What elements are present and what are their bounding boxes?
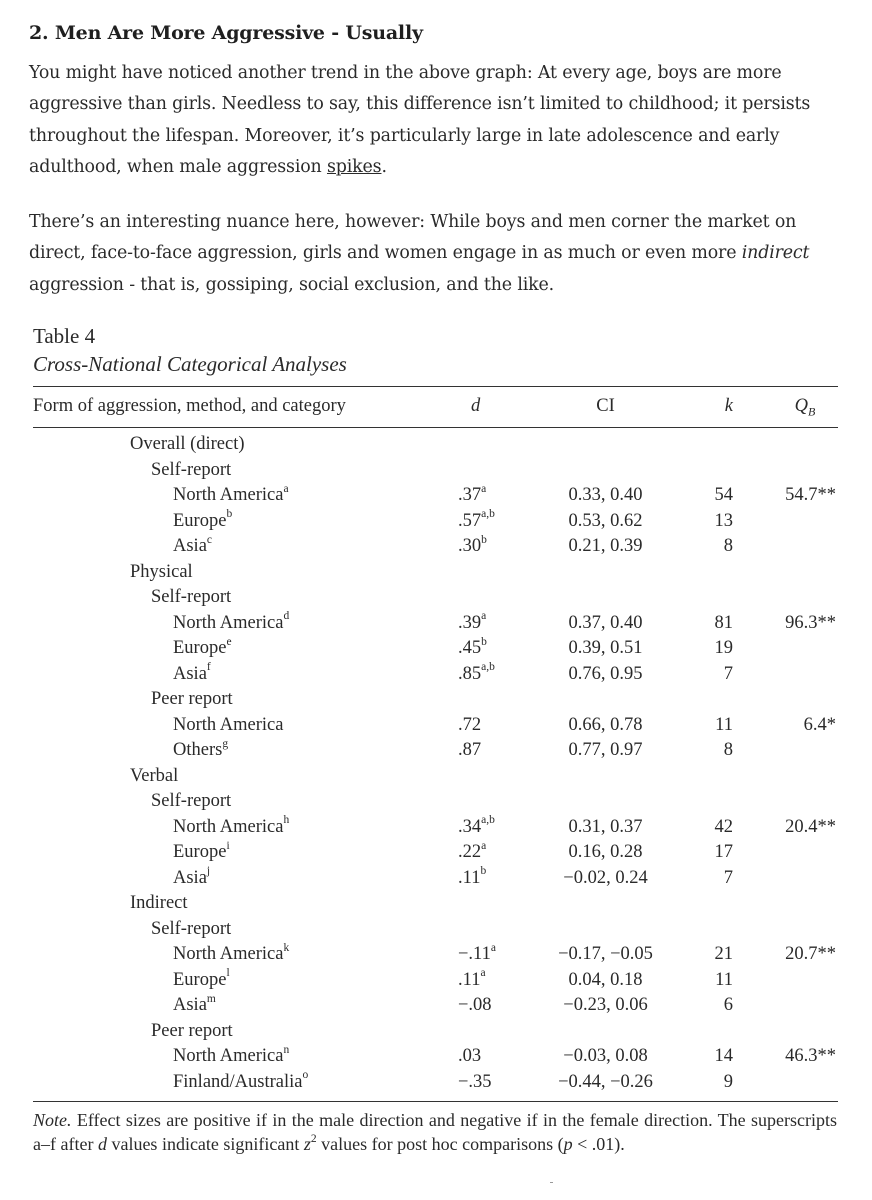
section-heading: 2. Men Are More Aggressive - Usually <box>29 22 423 44</box>
row-category-sup: a <box>283 482 289 495</box>
row-d-value: .30 <box>458 536 482 556</box>
header-k <box>703 396 733 417</box>
row-qb: 20.7** <box>785 944 836 964</box>
table-row <box>33 560 838 586</box>
table-row <box>33 636 838 662</box>
row-category <box>151 585 231 611</box>
row-category-label: Asia <box>173 867 207 888</box>
row-k: 42 <box>714 816 733 837</box>
row-d <box>458 815 495 841</box>
row-d-value: .37 <box>458 485 482 505</box>
article <box>29 16 849 301</box>
table-row <box>33 840 838 866</box>
row-d-value: .85 <box>458 663 482 684</box>
row-k: 13 <box>714 510 733 531</box>
row-d <box>458 534 487 560</box>
table-header <box>33 387 838 427</box>
row-d-value: .72 <box>458 714 482 735</box>
row-category <box>173 611 289 637</box>
row-d-sup: b <box>481 635 487 648</box>
row-category <box>130 560 193 586</box>
row-d-sup: a,b <box>481 814 495 827</box>
row-ci: −0.44, −0.26 <box>558 1071 653 1092</box>
row-ci: 0.37, 0.40 <box>568 612 643 633</box>
table-row <box>33 483 838 509</box>
table-bottom-rule <box>33 1101 838 1102</box>
table-row <box>33 891 838 917</box>
table-row <box>33 789 838 815</box>
row-k: 8 <box>723 740 733 760</box>
row-category-sup: m <box>206 992 216 1005</box>
row-category-label: North America <box>173 816 284 837</box>
row-category <box>151 789 231 815</box>
row-ci: 0.04, 0.18 <box>568 969 643 990</box>
paragraph-1-end: . <box>381 156 387 177</box>
row-category <box>173 636 232 662</box>
row-category <box>173 509 232 535</box>
table-number: Table 4 <box>33 324 96 348</box>
row-category <box>151 917 231 943</box>
paragraph-1-text: You might have noticed another trend in the above graph: At every age, boys are more aggressive than girls. Needless to say, this difference isn’t limited to childhood; it persists throughout the lifespan. Moreover, it’s particularly large in late adolescence and early adulthood, when male aggression <box>29 63 811 177</box>
table-row <box>33 738 838 764</box>
row-d-sup: a <box>481 839 487 852</box>
row-category-sup: c <box>206 533 213 546</box>
paragraph-2-end: aggression - that is, gossiping, social exclusion, and the like. <box>29 274 555 295</box>
header-qb-label: Q <box>794 396 809 416</box>
row-category-label: Others <box>173 740 223 760</box>
row-category-sup: j <box>206 865 211 878</box>
row-category-label: Physical <box>130 561 193 582</box>
row-category <box>173 713 283 739</box>
row-category <box>173 815 289 841</box>
row-ci: 0.77, 0.97 <box>568 740 643 760</box>
table-row <box>33 815 838 841</box>
row-category-label: Indirect <box>130 893 188 913</box>
row-d-sup: a <box>481 482 487 495</box>
row-d <box>458 840 486 866</box>
row-ci: 0.31, 0.37 <box>568 816 643 837</box>
header-k-label: k <box>724 396 733 416</box>
row-category <box>130 432 245 458</box>
row-d <box>458 483 486 509</box>
row-category <box>151 458 231 484</box>
header-ci: CI <box>596 396 615 416</box>
row-k: 21 <box>714 944 733 964</box>
row-d-sup: a <box>481 610 487 623</box>
row-category-label: Asia <box>173 663 207 684</box>
note-text-3: values for post hoc comparisons ( <box>316 1134 564 1154</box>
row-d-value: .22 <box>458 842 482 862</box>
table-note <box>33 1108 837 1156</box>
paragraph-2 <box>29 207 849 301</box>
table-row <box>33 764 838 790</box>
row-d-value: .11 <box>458 867 481 888</box>
table-row <box>33 917 838 943</box>
row-category <box>173 993 216 1019</box>
table-body <box>33 428 838 1095</box>
paragraph-1 <box>29 58 849 183</box>
row-category <box>173 942 289 968</box>
row-category-label: North America <box>173 944 284 964</box>
row-ci: 0.53, 0.62 <box>568 510 643 531</box>
row-ci: −0.03, 0.08 <box>563 1046 648 1066</box>
header-qb <box>785 396 825 420</box>
row-d-sup: a <box>480 967 486 980</box>
row-ci: −0.17, −0.05 <box>558 944 653 964</box>
row-category-label: Peer report <box>151 689 233 709</box>
row-qb: 96.3** <box>785 612 836 633</box>
row-category-label: Self-report <box>151 587 232 607</box>
note-text-2: values indicate significant <box>106 1134 304 1154</box>
header-d: d <box>471 396 481 416</box>
row-k: 19 <box>714 638 733 658</box>
table-row <box>33 866 838 892</box>
row-category-label: Europe <box>173 969 227 990</box>
table-row <box>33 687 838 713</box>
row-category-label: Europe <box>173 510 227 531</box>
row-category <box>173 662 211 688</box>
row-category-sup: h <box>283 814 290 827</box>
table-figure <box>33 322 838 1156</box>
table-row <box>33 611 838 637</box>
row-category <box>151 687 233 713</box>
row-category <box>173 840 230 866</box>
row-category <box>173 1044 289 1070</box>
row-ci: 0.76, 0.95 <box>568 663 643 684</box>
table-row <box>33 662 838 688</box>
row-category-label: Self-report <box>151 918 232 939</box>
stray-mark <box>550 1182 553 1183</box>
table-row <box>33 432 838 458</box>
row-qb: 6.4* <box>803 714 836 735</box>
row-category-sup: i <box>226 839 230 852</box>
row-d-sup: a,b <box>481 508 495 521</box>
note-d: d <box>97 1134 107 1154</box>
row-d <box>458 509 495 535</box>
row-ci: 0.39, 0.51 <box>568 638 643 658</box>
row-qb: 20.4** <box>785 816 836 837</box>
row-qb: 54.7** <box>785 485 836 505</box>
row-category-label: Europe <box>173 638 227 658</box>
row-category-label: Asia <box>173 995 207 1015</box>
note-text-1: Effect sizes are positive if in the male direction and negative if in the female direction. The superscripts a–f after <box>33 1110 837 1154</box>
row-k: 11 <box>715 714 733 735</box>
table-row <box>33 713 838 739</box>
table-row <box>33 1070 838 1096</box>
row-d <box>458 662 495 688</box>
row-category-label: Self-report <box>151 791 232 811</box>
row-category-sup: o <box>302 1069 309 1082</box>
table-row <box>33 585 838 611</box>
row-d-sup: b <box>480 865 487 878</box>
row-category-sup: l <box>226 967 230 980</box>
row-d-value: .87 <box>458 740 482 760</box>
row-category-label: Europe <box>173 842 227 862</box>
table-row <box>33 509 838 535</box>
paragraph-2-text: There’s an interesting nuance here, however: While boys and men corner the market on direct, face-to-face aggression, girls and women engage in as much or even more <box>29 212 797 264</box>
row-d <box>458 993 492 1019</box>
row-category-sup: e <box>226 635 232 648</box>
spikes-link[interactable]: spikes <box>326 156 382 177</box>
row-d-value: .45 <box>458 638 482 658</box>
row-category <box>151 1019 233 1045</box>
row-d-sup: b <box>481 533 487 546</box>
row-d-value: .11 <box>458 969 481 990</box>
row-d <box>458 738 481 764</box>
row-d-value: .57 <box>458 510 482 531</box>
row-qb: 46.3** <box>785 1046 836 1066</box>
row-d <box>458 866 486 892</box>
table-row <box>33 942 838 968</box>
row-d <box>458 713 481 739</box>
row-category-label: North America <box>173 485 284 505</box>
row-d-value: −.11 <box>458 944 491 964</box>
table-row <box>33 534 838 560</box>
row-category-sup: g <box>222 737 229 750</box>
row-ci: 0.16, 0.28 <box>568 842 643 862</box>
row-category <box>173 534 212 560</box>
row-category <box>173 968 230 994</box>
row-k: 14 <box>714 1046 733 1066</box>
row-d-value: .34 <box>458 816 482 837</box>
row-ci: 0.21, 0.39 <box>568 536 643 556</box>
row-ci: 0.66, 0.78 <box>568 714 643 735</box>
row-category-label: North America <box>173 1046 284 1066</box>
row-d <box>458 942 496 968</box>
row-category-label: Overall (direct) <box>130 434 245 454</box>
row-d-value: −.35 <box>458 1071 492 1092</box>
header-form: Form of aggression, method, and category <box>33 396 346 416</box>
row-k: 8 <box>723 536 733 556</box>
row-category-label: North America <box>173 612 284 633</box>
row-k: 7 <box>723 867 733 888</box>
row-d-value: −.08 <box>458 995 492 1015</box>
note-label: Note. <box>33 1110 72 1130</box>
row-category <box>173 738 228 764</box>
row-category <box>173 1070 308 1096</box>
row-category-label: Verbal <box>130 765 179 786</box>
row-k: 9 <box>723 1071 733 1092</box>
table-row <box>33 993 838 1019</box>
row-category <box>130 764 178 790</box>
row-d-sup: a <box>490 941 496 954</box>
row-category-label: Self-report <box>151 459 232 480</box>
indirect-emphasis: indirect <box>741 243 810 264</box>
table-row <box>33 458 838 484</box>
row-category-sup: d <box>283 610 290 623</box>
row-category-sup: f <box>206 661 211 674</box>
note-z: z <box>303 1134 311 1154</box>
row-d <box>458 968 486 994</box>
row-category <box>173 866 210 892</box>
row-k: 6 <box>723 995 733 1015</box>
table-title: Cross-National Categorical Analyses <box>33 352 347 376</box>
row-ci: −0.02, 0.24 <box>563 867 648 888</box>
row-k: 81 <box>714 612 733 633</box>
note-z-sup: 2 <box>310 1133 317 1145</box>
row-d <box>458 611 486 637</box>
row-category-sup: b <box>226 508 233 521</box>
row-d-value: .39 <box>458 612 482 633</box>
row-d-value: .03 <box>458 1046 482 1066</box>
row-d <box>458 1044 481 1070</box>
note-text-4: < .01). <box>572 1134 625 1154</box>
row-k: 17 <box>714 842 733 862</box>
table-row <box>33 1044 838 1070</box>
row-category-label: Asia <box>173 536 207 556</box>
row-category-sup: k <box>283 941 290 954</box>
row-ci: −0.23, 0.06 <box>563 995 648 1015</box>
row-category-sup: n <box>283 1043 290 1056</box>
row-k: 54 <box>714 485 733 505</box>
row-category-label: North America <box>173 714 284 735</box>
header-qb-sub: B <box>808 404 816 419</box>
row-category-label: Finland/Australia <box>173 1071 303 1092</box>
note-p: p <box>563 1134 573 1154</box>
table-row <box>33 968 838 994</box>
row-category-label: Peer report <box>151 1020 233 1041</box>
row-k: 7 <box>723 663 733 684</box>
table-row <box>33 1019 838 1045</box>
row-d <box>458 1070 492 1096</box>
row-ci: 0.33, 0.40 <box>568 485 643 505</box>
row-d-sup: a,b <box>481 661 495 674</box>
row-category <box>130 891 188 917</box>
row-d <box>458 636 487 662</box>
row-k: 11 <box>715 969 733 990</box>
row-category <box>173 483 289 509</box>
